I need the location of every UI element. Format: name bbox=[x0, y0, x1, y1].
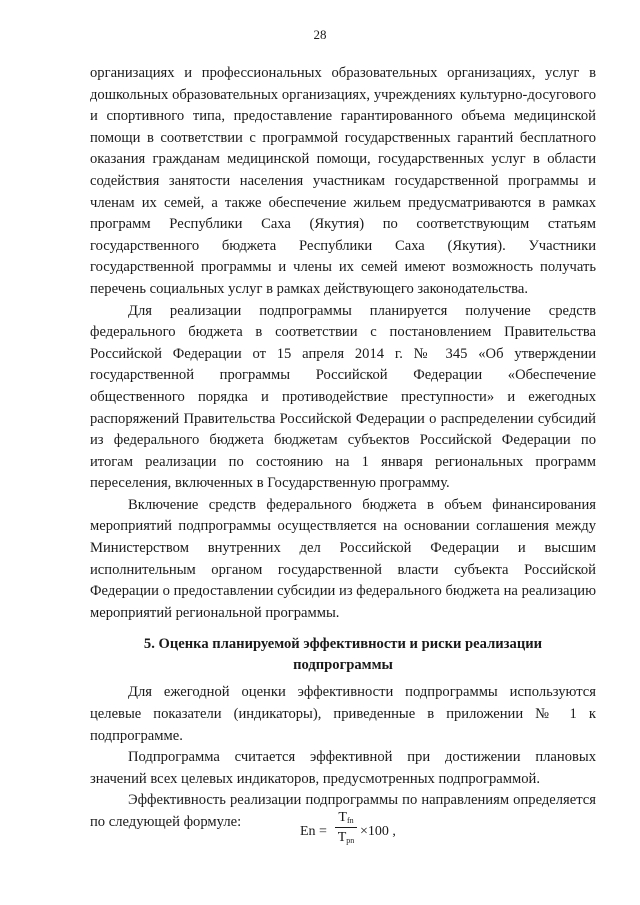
paragraph: организациях и профессиональных образовательных организациях, услуг в дошкольных образовательных организациях, учреждениях культурно-досугового и спортивного типа, предоставление гарантированного объема медицинской помощи в соответствии с программой государственных гарантий бесплатного оказания гражданам медицинской помощи, государственных услуг в области содействия занятости населения участникам государственной программы и членам их семей, а также обеспечение жильем предусматриваются в рамках программ Республики Саха (Якутия) по соответствующим статьям государственного бюджета Республики Саха (Якутия). Участники государственной программы и члены их семей имеют возможность получать перечень социальных услуг в рамках действующего законодательства. bbox=[90, 65, 596, 297]
section-heading bbox=[90, 634, 596, 676]
paragraph: Эффективность реализации подпрограммы по направлениям определяется по следующей формуле: bbox=[90, 792, 596, 830]
paragraph: Для ежегодной оценки эффективности подпрограммы используются целевые показатели (индикаторы), приведенные в приложении № 1 к подпрограмме. bbox=[90, 684, 596, 744]
formula-fraction bbox=[335, 808, 357, 847]
paragraph: Подпрограмма считается эффективной при достижении плановых значений всех целевых индикаторов, предусмотренных подпрограммой. bbox=[90, 749, 596, 787]
denominator-base: T bbox=[337, 830, 347, 845]
section-heading-line: подпрограммы bbox=[293, 657, 393, 674]
paragraph: Для реализации подпрограммы планируется получение средств федерального бюджета в соответствии с постановлением Правительства Российской Федерации от 15 апреля 2014 г. № 345 «Об утверждении государственной программы Российской Федерации «Обеспечение общественного порядка и противодействие преступности» и ежегодных распоряжений Правительства Российской Федерации о распределении субсидий из федерального бюджета бюджетам субъектов Российской Федерации по итогам реализации по состоянию на 1 января региональных программ переселения, включенных в Государственную программу. bbox=[90, 302, 596, 492]
paragraph: Включение средств федерального бюджета в объем финансирования мероприятий подпрограммы осуществляется на основании соглашения между Министерством внутренних дел Российской Федерации и высшим исполнительным органом государственной власти субъекта Российской Федерации о предоставлении субсидии из федерального бюджета на реализацию мероприятий региональной программы. bbox=[90, 496, 596, 621]
denominator-subscript: pn bbox=[346, 836, 355, 845]
formula-lhs: Еn = bbox=[300, 824, 327, 839]
formula-rhs: ×100 , bbox=[360, 824, 396, 839]
numerator-subscript: fn bbox=[346, 816, 354, 825]
section-heading-line: 5. Оценка планируемой эффективности и риски реализации bbox=[143, 636, 543, 653]
page-number: 28 bbox=[313, 27, 327, 42]
formula-denominator bbox=[335, 828, 357, 847]
numerator-base: T bbox=[338, 810, 347, 825]
page-body bbox=[90, 63, 596, 834]
formula-numerator bbox=[335, 808, 357, 827]
